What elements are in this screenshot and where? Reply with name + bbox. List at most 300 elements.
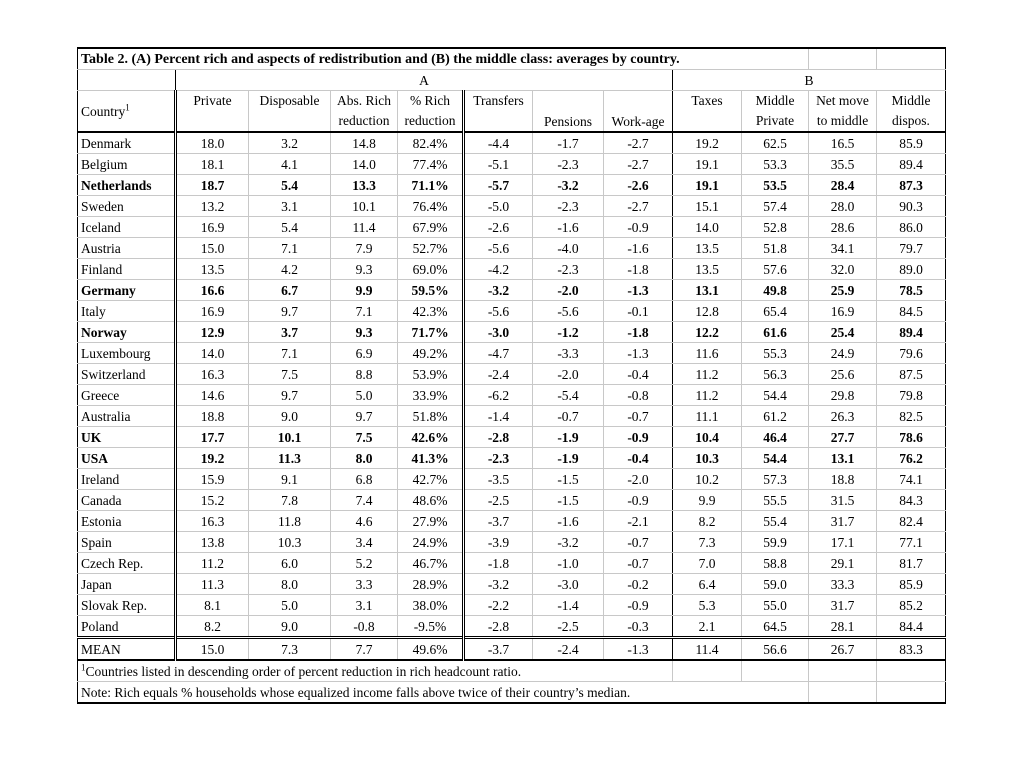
header-middle-private-2: Private bbox=[742, 111, 809, 132]
cell-private: 15.0 bbox=[176, 238, 249, 259]
cell-workage: -0.9 bbox=[604, 595, 673, 616]
country-name: Norway bbox=[78, 322, 176, 343]
cell-private: 8.2 bbox=[176, 616, 249, 638]
cell-disposable: 9.0 bbox=[249, 406, 331, 427]
cell-net-move: 28.1 bbox=[809, 616, 877, 638]
cell-abs-rich: 14.0 bbox=[331, 154, 398, 175]
cell-transfers: -2.5 bbox=[464, 490, 533, 511]
cell-workage: -0.2 bbox=[604, 574, 673, 595]
cell-net-move: 28.6 bbox=[809, 217, 877, 238]
cell-pct-rich: 69.0% bbox=[398, 259, 464, 280]
table-row bbox=[78, 574, 946, 595]
cell-pensions: -2.3 bbox=[533, 259, 604, 280]
cell-private: 19.2 bbox=[176, 448, 249, 469]
table-row bbox=[78, 595, 946, 616]
cell-disposable: 7.1 bbox=[249, 238, 331, 259]
mean-net-move: 26.7 bbox=[809, 638, 877, 661]
cell-middle-dispos: 84.4 bbox=[877, 616, 946, 638]
table-row bbox=[78, 301, 946, 322]
cell-disposable: 11.8 bbox=[249, 511, 331, 532]
footnote bbox=[78, 660, 673, 682]
cell-middle-dispos: 79.7 bbox=[877, 238, 946, 259]
cell-abs-rich: 13.3 bbox=[331, 175, 398, 196]
cell-pensions: -0.7 bbox=[533, 406, 604, 427]
cell-workage: -0.9 bbox=[604, 427, 673, 448]
country-name: USA bbox=[78, 448, 176, 469]
cell-middle-private: 57.6 bbox=[742, 259, 809, 280]
cell-disposable: 6.7 bbox=[249, 280, 331, 301]
cell-net-move: 13.1 bbox=[809, 448, 877, 469]
cell-pensions: -1.5 bbox=[533, 469, 604, 490]
cell-pct-rich: 52.7% bbox=[398, 238, 464, 259]
country-name: Czech Rep. bbox=[78, 553, 176, 574]
cell-disposable: 3.7 bbox=[249, 322, 331, 343]
cell-abs-rich: 8.8 bbox=[331, 364, 398, 385]
cell-middle-private: 54.4 bbox=[742, 385, 809, 406]
cell-middle-dispos: 79.8 bbox=[877, 385, 946, 406]
cell-pensions: -1.4 bbox=[533, 595, 604, 616]
cell-middle-private: 61.2 bbox=[742, 406, 809, 427]
cell-private: 18.7 bbox=[176, 175, 249, 196]
cell-middle-dispos: 86.0 bbox=[877, 217, 946, 238]
cell-transfers: -3.0 bbox=[464, 322, 533, 343]
country-name: Sweden bbox=[78, 196, 176, 217]
cell-net-move: 31.7 bbox=[809, 595, 877, 616]
country-name: Ireland bbox=[78, 469, 176, 490]
country-name: Iceland bbox=[78, 217, 176, 238]
header-disposable: Disposable bbox=[249, 91, 331, 133]
cell-private: 13.8 bbox=[176, 532, 249, 553]
cell-abs-rich: 4.6 bbox=[331, 511, 398, 532]
cell-transfers: -3.2 bbox=[464, 280, 533, 301]
cell-transfers: -5.1 bbox=[464, 154, 533, 175]
cell-net-move: 32.0 bbox=[809, 259, 877, 280]
cell-net-move: 27.7 bbox=[809, 427, 877, 448]
cell-net-move: 31.7 bbox=[809, 511, 877, 532]
table-row bbox=[78, 259, 946, 280]
country-name: Spain bbox=[78, 532, 176, 553]
cell-net-move: 28.0 bbox=[809, 196, 877, 217]
cell-taxes: 10.4 bbox=[673, 427, 742, 448]
table-row bbox=[78, 427, 946, 448]
cell-pct-rich: 28.9% bbox=[398, 574, 464, 595]
cell-pct-rich: 53.9% bbox=[398, 364, 464, 385]
cell-disposable: 11.3 bbox=[249, 448, 331, 469]
cell-workage: -1.6 bbox=[604, 238, 673, 259]
cell-transfers: -2.8 bbox=[464, 427, 533, 448]
country-name: Canada bbox=[78, 490, 176, 511]
cell-disposable: 4.1 bbox=[249, 154, 331, 175]
cell-net-move: 18.8 bbox=[809, 469, 877, 490]
cell-workage: -2.0 bbox=[604, 469, 673, 490]
cell-private: 12.9 bbox=[176, 322, 249, 343]
cell-abs-rich: 6.9 bbox=[331, 343, 398, 364]
cell-transfers: -3.7 bbox=[464, 511, 533, 532]
cell-net-move: 17.1 bbox=[809, 532, 877, 553]
cell-private: 11.3 bbox=[176, 574, 249, 595]
cell-transfers: -4.4 bbox=[464, 132, 533, 154]
cell-pensions: -5.4 bbox=[533, 385, 604, 406]
header-pensions: Pensions bbox=[533, 91, 604, 133]
cell-pensions: -5.6 bbox=[533, 301, 604, 322]
cell-middle-dispos: 82.4 bbox=[877, 511, 946, 532]
cell-middle-dispos: 84.5 bbox=[877, 301, 946, 322]
cell-middle-dispos: 85.9 bbox=[877, 574, 946, 595]
cell-middle-private: 58.8 bbox=[742, 553, 809, 574]
cell-taxes: 15.1 bbox=[673, 196, 742, 217]
cell-net-move: 16.9 bbox=[809, 301, 877, 322]
cell-private: 8.1 bbox=[176, 595, 249, 616]
cell-disposable: 6.0 bbox=[249, 553, 331, 574]
cell-middle-private: 55.4 bbox=[742, 511, 809, 532]
cell-net-move: 26.3 bbox=[809, 406, 877, 427]
table-row bbox=[78, 280, 946, 301]
cell-disposable: 7.1 bbox=[249, 343, 331, 364]
cell-net-move: 24.9 bbox=[809, 343, 877, 364]
cell-transfers: -2.3 bbox=[464, 448, 533, 469]
mean-pensions: -2.4 bbox=[533, 638, 604, 661]
cell-disposable: 9.7 bbox=[249, 385, 331, 406]
cell-middle-private: 64.5 bbox=[742, 616, 809, 638]
cell-workage: -2.6 bbox=[604, 175, 673, 196]
table-row bbox=[78, 238, 946, 259]
cell-abs-rich: -0.8 bbox=[331, 616, 398, 638]
cell-transfers: -1.4 bbox=[464, 406, 533, 427]
country-name: UK bbox=[78, 427, 176, 448]
empty-cell bbox=[877, 660, 946, 682]
mean-private: 15.0 bbox=[176, 638, 249, 661]
mean-middle-private: 56.6 bbox=[742, 638, 809, 661]
cell-taxes: 13.5 bbox=[673, 259, 742, 280]
cell-net-move: 25.6 bbox=[809, 364, 877, 385]
cell-pct-rich: 24.9% bbox=[398, 532, 464, 553]
cell-taxes: 12.8 bbox=[673, 301, 742, 322]
header-pct-rich-1: % Rich bbox=[398, 91, 464, 112]
cell-transfers: -5.6 bbox=[464, 301, 533, 322]
country-name: Denmark bbox=[78, 132, 176, 154]
header-net-move-1: Net move bbox=[809, 91, 877, 112]
cell-taxes: 7.3 bbox=[673, 532, 742, 553]
cell-abs-rich: 10.1 bbox=[331, 196, 398, 217]
mean-workage: -1.3 bbox=[604, 638, 673, 661]
cell-disposable: 9.0 bbox=[249, 616, 331, 638]
table-row bbox=[78, 448, 946, 469]
empty-cell bbox=[877, 48, 946, 70]
table-row bbox=[78, 196, 946, 217]
cell-abs-rich: 9.3 bbox=[331, 259, 398, 280]
cell-middle-private: 57.3 bbox=[742, 469, 809, 490]
table-title: Table 2. (A) Percent rich and aspects of redistribution and (B) the middle class: averages by country. bbox=[78, 48, 809, 70]
cell-middle-private: 55.3 bbox=[742, 343, 809, 364]
cell-middle-dispos: 90.3 bbox=[877, 196, 946, 217]
cell-middle-private: 52.8 bbox=[742, 217, 809, 238]
cell-transfers: -5.7 bbox=[464, 175, 533, 196]
cell-pensions: -3.3 bbox=[533, 343, 604, 364]
table-row bbox=[78, 322, 946, 343]
cell-middle-dispos: 89.4 bbox=[877, 154, 946, 175]
cell-taxes: 11.6 bbox=[673, 343, 742, 364]
mean-label: MEAN bbox=[78, 638, 176, 661]
header-transfers: Transfers bbox=[464, 91, 533, 133]
table-row bbox=[78, 490, 946, 511]
cell-pct-rich: 46.7% bbox=[398, 553, 464, 574]
country-name: Luxembourg bbox=[78, 343, 176, 364]
cell-pensions: -1.6 bbox=[533, 511, 604, 532]
empty-cell bbox=[742, 660, 809, 682]
cell-workage: -0.4 bbox=[604, 364, 673, 385]
cell-middle-private: 65.4 bbox=[742, 301, 809, 322]
cell-abs-rich: 11.4 bbox=[331, 217, 398, 238]
cell-pensions: -3.2 bbox=[533, 532, 604, 553]
cell-pct-rich: 77.4% bbox=[398, 154, 464, 175]
cell-workage: -1.3 bbox=[604, 343, 673, 364]
header-workage: Work-age bbox=[604, 91, 673, 133]
cell-disposable: 5.4 bbox=[249, 175, 331, 196]
cell-transfers: -2.2 bbox=[464, 595, 533, 616]
cell-private: 13.2 bbox=[176, 196, 249, 217]
cell-workage: -0.7 bbox=[604, 532, 673, 553]
cell-transfers: -4.7 bbox=[464, 343, 533, 364]
header-taxes: Taxes bbox=[673, 91, 742, 133]
empty-cell bbox=[809, 48, 877, 70]
table-row bbox=[78, 175, 946, 196]
cell-middle-dispos: 84.3 bbox=[877, 490, 946, 511]
cell-pct-rich: 42.3% bbox=[398, 301, 464, 322]
empty-cell bbox=[78, 70, 176, 91]
cell-middle-private: 54.4 bbox=[742, 448, 809, 469]
cell-abs-rich: 3.1 bbox=[331, 595, 398, 616]
cell-pensions: -1.2 bbox=[533, 322, 604, 343]
table-row bbox=[78, 532, 946, 553]
cell-disposable: 7.5 bbox=[249, 364, 331, 385]
cell-workage: -0.7 bbox=[604, 553, 673, 574]
cell-pct-rich: 51.8% bbox=[398, 406, 464, 427]
mean-transfers: -3.7 bbox=[464, 638, 533, 661]
country-name: Poland bbox=[78, 616, 176, 638]
mean-pct-rich: 49.6% bbox=[398, 638, 464, 661]
country-name: Switzerland bbox=[78, 364, 176, 385]
header-country bbox=[78, 91, 176, 133]
cell-middle-private: 49.8 bbox=[742, 280, 809, 301]
empty-cell bbox=[673, 660, 742, 682]
cell-pensions: -1.5 bbox=[533, 490, 604, 511]
header-middle-dispos-2: dispos. bbox=[877, 111, 946, 132]
mean-middle-dispos: 83.3 bbox=[877, 638, 946, 661]
cell-workage: -0.9 bbox=[604, 490, 673, 511]
cell-taxes: 5.3 bbox=[673, 595, 742, 616]
cell-disposable: 10.1 bbox=[249, 427, 331, 448]
header-middle-private-1: Middle bbox=[742, 91, 809, 112]
cell-workage: -1.3 bbox=[604, 280, 673, 301]
cell-taxes: 7.0 bbox=[673, 553, 742, 574]
cell-abs-rich: 8.0 bbox=[331, 448, 398, 469]
cell-net-move: 29.1 bbox=[809, 553, 877, 574]
cell-middle-dispos: 78.5 bbox=[877, 280, 946, 301]
cell-taxes: 19.1 bbox=[673, 175, 742, 196]
cell-pct-rich: 71.1% bbox=[398, 175, 464, 196]
header-abs-rich-2: reduction bbox=[331, 111, 398, 132]
header-private: Private bbox=[176, 91, 249, 133]
cell-abs-rich: 5.0 bbox=[331, 385, 398, 406]
cell-disposable: 10.3 bbox=[249, 532, 331, 553]
header-net-move-2: to middle bbox=[809, 111, 877, 132]
cell-abs-rich: 3.4 bbox=[331, 532, 398, 553]
cell-middle-private: 53.5 bbox=[742, 175, 809, 196]
mean-row bbox=[78, 638, 946, 661]
cell-middle-private: 62.5 bbox=[742, 132, 809, 154]
cell-private: 15.2 bbox=[176, 490, 249, 511]
cell-taxes: 2.1 bbox=[673, 616, 742, 638]
cell-taxes: 12.2 bbox=[673, 322, 742, 343]
cell-transfers: -1.8 bbox=[464, 553, 533, 574]
cell-pct-rich: 76.4% bbox=[398, 196, 464, 217]
cell-pct-rich: 71.7% bbox=[398, 322, 464, 343]
cell-middle-dispos: 85.2 bbox=[877, 595, 946, 616]
cell-net-move: 31.5 bbox=[809, 490, 877, 511]
cell-abs-rich: 7.9 bbox=[331, 238, 398, 259]
cell-middle-private: 57.4 bbox=[742, 196, 809, 217]
cell-middle-dispos: 77.1 bbox=[877, 532, 946, 553]
cell-disposable: 8.0 bbox=[249, 574, 331, 595]
empty-cell bbox=[877, 682, 946, 704]
cell-middle-dispos: 87.5 bbox=[877, 364, 946, 385]
country-name: Greece bbox=[78, 385, 176, 406]
cell-workage: -1.8 bbox=[604, 322, 673, 343]
cell-taxes: 9.9 bbox=[673, 490, 742, 511]
cell-pct-rich: 42.6% bbox=[398, 427, 464, 448]
cell-disposable: 4.2 bbox=[249, 259, 331, 280]
cell-private: 14.6 bbox=[176, 385, 249, 406]
empty-cell bbox=[809, 660, 877, 682]
cell-middle-private: 59.9 bbox=[742, 532, 809, 553]
cell-pensions: -3.0 bbox=[533, 574, 604, 595]
header-abs-rich-1: Abs. Rich bbox=[331, 91, 398, 112]
cell-abs-rich: 14.8 bbox=[331, 132, 398, 154]
table-row bbox=[78, 616, 946, 638]
cell-transfers: -2.6 bbox=[464, 217, 533, 238]
cell-pensions: -1.9 bbox=[533, 427, 604, 448]
table-row bbox=[78, 553, 946, 574]
cell-disposable: 5.0 bbox=[249, 595, 331, 616]
cell-pensions: -2.3 bbox=[533, 196, 604, 217]
table-row bbox=[78, 406, 946, 427]
cell-middle-private: 59.0 bbox=[742, 574, 809, 595]
cell-abs-rich: 7.4 bbox=[331, 490, 398, 511]
cell-disposable: 3.2 bbox=[249, 132, 331, 154]
cell-transfers: -3.9 bbox=[464, 532, 533, 553]
table-row bbox=[78, 385, 946, 406]
country-name: Estonia bbox=[78, 511, 176, 532]
cell-private: 18.8 bbox=[176, 406, 249, 427]
header-country-sup: 1 bbox=[125, 102, 130, 112]
cell-disposable: 9.7 bbox=[249, 301, 331, 322]
table-row bbox=[78, 217, 946, 238]
cell-middle-dispos: 82.5 bbox=[877, 406, 946, 427]
cell-disposable: 9.1 bbox=[249, 469, 331, 490]
cell-workage: -0.3 bbox=[604, 616, 673, 638]
cell-middle-private: 46.4 bbox=[742, 427, 809, 448]
cell-middle-dispos: 87.3 bbox=[877, 175, 946, 196]
cell-abs-rich: 9.9 bbox=[331, 280, 398, 301]
cell-private: 11.2 bbox=[176, 553, 249, 574]
cell-private: 18.1 bbox=[176, 154, 249, 175]
cell-private: 13.5 bbox=[176, 259, 249, 280]
cell-pensions: -1.0 bbox=[533, 553, 604, 574]
cell-taxes: 11.2 bbox=[673, 385, 742, 406]
cell-middle-private: 51.8 bbox=[742, 238, 809, 259]
cell-disposable: 3.1 bbox=[249, 196, 331, 217]
cell-net-move: 29.8 bbox=[809, 385, 877, 406]
cell-workage: -0.1 bbox=[604, 301, 673, 322]
note: Note: Rich equals % households whose equalized income falls above twice of their country’s median. bbox=[78, 682, 809, 704]
cell-private: 17.7 bbox=[176, 427, 249, 448]
cell-middle-dispos: 76.2 bbox=[877, 448, 946, 469]
cell-net-move: 34.1 bbox=[809, 238, 877, 259]
cell-private: 14.0 bbox=[176, 343, 249, 364]
cell-workage: -0.9 bbox=[604, 217, 673, 238]
cell-net-move: 25.4 bbox=[809, 322, 877, 343]
table-row bbox=[78, 154, 946, 175]
header-pct-rich-2: reduction bbox=[398, 111, 464, 132]
group-b-label: B bbox=[673, 70, 946, 91]
cell-pensions: -3.2 bbox=[533, 175, 604, 196]
cell-taxes: 13.5 bbox=[673, 238, 742, 259]
cell-middle-private: 55.5 bbox=[742, 490, 809, 511]
cell-workage: -2.1 bbox=[604, 511, 673, 532]
cell-private: 16.9 bbox=[176, 301, 249, 322]
cell-pct-rich: 59.5% bbox=[398, 280, 464, 301]
cell-workage: -2.7 bbox=[604, 132, 673, 154]
cell-pct-rich: 38.0% bbox=[398, 595, 464, 616]
cell-transfers: -5.6 bbox=[464, 238, 533, 259]
data-table bbox=[77, 47, 946, 704]
cell-net-move: 33.3 bbox=[809, 574, 877, 595]
cell-pct-rich: 33.9% bbox=[398, 385, 464, 406]
group-a-label: A bbox=[176, 70, 673, 91]
cell-middle-dispos: 78.6 bbox=[877, 427, 946, 448]
table-row bbox=[78, 469, 946, 490]
cell-pct-rich: 48.6% bbox=[398, 490, 464, 511]
country-name: Netherlands bbox=[78, 175, 176, 196]
cell-taxes: 11.2 bbox=[673, 364, 742, 385]
cell-workage: -0.7 bbox=[604, 406, 673, 427]
country-name: Finland bbox=[78, 259, 176, 280]
cell-pensions: -1.6 bbox=[533, 217, 604, 238]
cell-pensions: -2.5 bbox=[533, 616, 604, 638]
mean-disposable: 7.3 bbox=[249, 638, 331, 661]
cell-taxes: 10.2 bbox=[673, 469, 742, 490]
cell-taxes: 11.1 bbox=[673, 406, 742, 427]
cell-workage: -1.8 bbox=[604, 259, 673, 280]
country-name: Belgium bbox=[78, 154, 176, 175]
cell-middle-dispos: 89.0 bbox=[877, 259, 946, 280]
cell-pensions: -2.0 bbox=[533, 364, 604, 385]
cell-abs-rich: 9.3 bbox=[331, 322, 398, 343]
cell-abs-rich: 6.8 bbox=[331, 469, 398, 490]
cell-middle-dispos: 79.6 bbox=[877, 343, 946, 364]
cell-middle-dispos: 85.9 bbox=[877, 132, 946, 154]
cell-pensions: -1.7 bbox=[533, 132, 604, 154]
cell-private: 18.0 bbox=[176, 132, 249, 154]
cell-taxes: 8.2 bbox=[673, 511, 742, 532]
cell-net-move: 25.9 bbox=[809, 280, 877, 301]
cell-middle-private: 61.6 bbox=[742, 322, 809, 343]
country-name: Germany bbox=[78, 280, 176, 301]
cell-transfers: -3.5 bbox=[464, 469, 533, 490]
cell-net-move: 35.5 bbox=[809, 154, 877, 175]
cell-workage: -2.7 bbox=[604, 154, 673, 175]
cell-disposable: 7.8 bbox=[249, 490, 331, 511]
